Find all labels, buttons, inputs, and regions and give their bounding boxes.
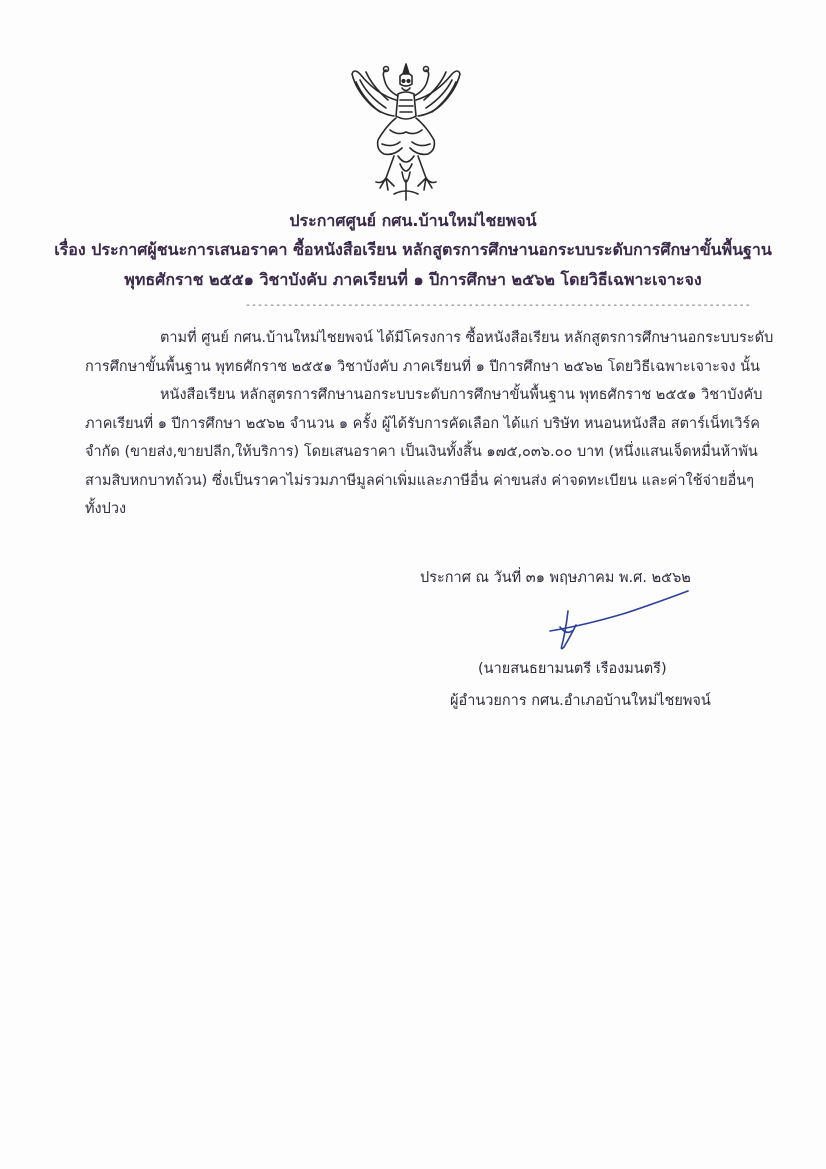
- body-paragraph-line: สามสิบหกบาทถ้วน) ซึ่งเป็นราคาไม่รวมภาษีมูลค่าเพิ่มและภาษีอื่น ค่าขนส่ง ค่าจดทะเบียน และค่าใช้จ่ายอื่นๆ: [85, 473, 754, 489]
- body-paragraph-line: การศึกษาขั้นพื้นฐาน พุทธศักราช ๒๕๕๑ วิชาบังคับ ภาคเรียนที่ ๑ ปีการศึกษา ๒๕๖๒ โดยวิธีเฉพาะเจาะจง นั้น: [85, 359, 760, 375]
- document-title: ประกาศศูนย์ กศน.บ้านใหม่ไชยพจน์: [289, 211, 537, 230]
- garuda-emblem-icon: [346, 60, 466, 206]
- body-paragraph-line: หนังสือเรียน หลักสูตรการศึกษานอกระบบระดับการศึกษาขั้นพื้นฐาน พุทธศักราช ๒๕๕๑ วิชาบังคับ: [160, 387, 763, 403]
- handwritten-signature-icon: [546, 585, 696, 655]
- section-divider: ------------------------------------------------------------------------------------: [245, 300, 751, 311]
- body-paragraph-line: ภาคเรียนที่ ๑ ปีการศึกษา ๒๕๖๒ จำนวน ๑ ครั้ง ผู้ได้รับการคัดเลือก ได้แก่ บริษัท หนอนหนังสือ สตาร์เน็ทเวิร์ค: [85, 416, 760, 432]
- body-paragraph-line: จำกัด (ขายส่ง,ขายปลีก,ให้บริการ) โดยเสนอราคา เป็นเงินทั้งสิ้น ๑๗๕,๐๓๖.๐๐ บาท (หนึ่งแสนเจ็ดหมื่นห้าพัน: [85, 444, 758, 460]
- body-paragraph-line: ทั้งปวง: [85, 501, 127, 517]
- signer-name: (นายสนธยามนตรี เรืองมนตรี): [478, 661, 667, 677]
- document-subject: เรื่อง ประกาศผู้ชนะการเสนอราคา ซื้อหนังสือเรียน หลักสูตรการศึกษานอกระบบระดับการศึกษาขั้นพื้นฐาน: [54, 240, 772, 259]
- body-paragraph-line: ตามที่ ศูนย์ กศน.บ้านใหม่ไชยพจน์ ได้มีโครงการ ซื้อหนังสือเรียน หลักสูตรการศึกษานอกระบบระดับ: [160, 330, 774, 346]
- signer-position: ผู้อำนวยการ กศน.อำเภอบ้านใหม่ไชยพจน์: [450, 693, 711, 709]
- announcement-date: ประกาศ ณ วันที่ ๓๑ พฤษภาคม พ.ศ. ๒๕๖๒: [420, 570, 691, 586]
- document-subject-continued: พุทธศักราช ๒๕๕๑ วิชาบังคับ ภาคเรียนที่ ๑ ปีการศึกษา ๒๕๖๒ โดยวิธีเฉพาะเจาะจง: [124, 270, 702, 289]
